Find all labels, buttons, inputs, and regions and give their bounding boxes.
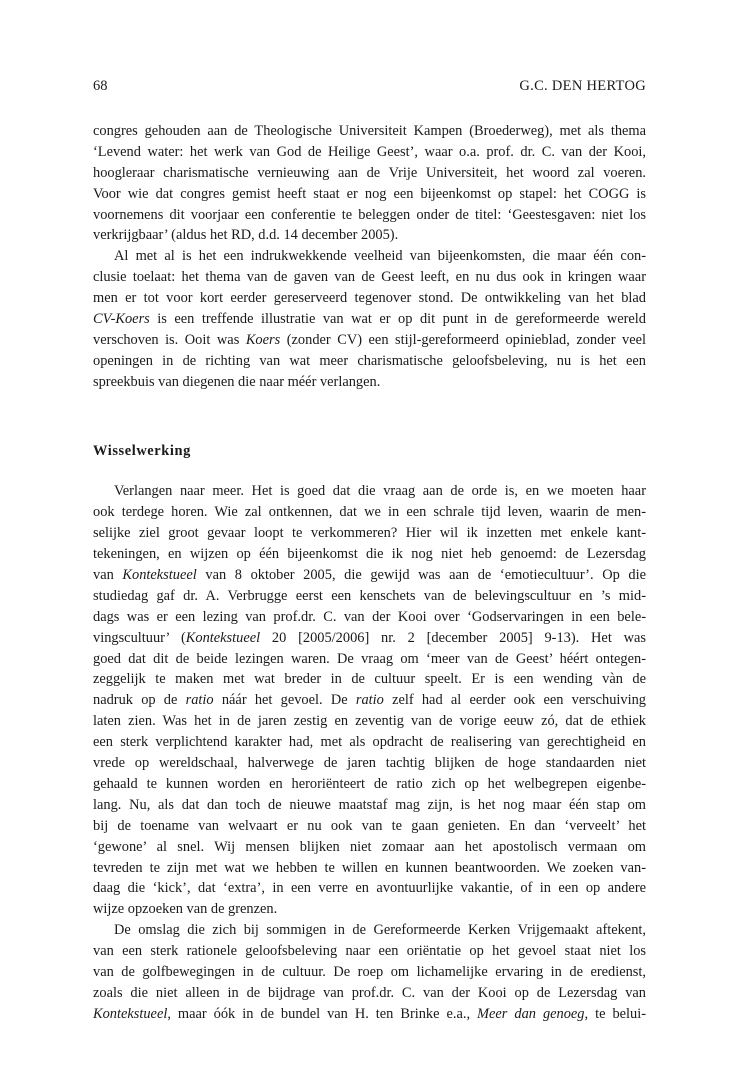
- text-line: een sterk verplichtend karakter had, met als opdracht de realisering van gerechtigheid en: [93, 734, 646, 751]
- text-line: Kontekstueel, maar óók in de bundel van H. ten Brinke e.a., Meer dan genoeg, te belui-: [93, 1005, 647, 1022]
- text-line: verkrijgbaar’ (aldus het RD, d.d. 14 december 2005).: [93, 227, 399, 244]
- text-line: bij de toename van welvaart er nu ook van te gaan genieten. En dan ‘verveelt’ het: [93, 817, 646, 834]
- text-line: CV-Koers is een treffende illustratie van wat er op dit punt in de gereformeerde wereld: [93, 311, 646, 328]
- text-line: vingscultuur’ (Kontekstueel 20 [2005/2006] nr. 2 [december 2005] 9-13). Het was: [93, 629, 646, 646]
- paragraph-3: [93, 481, 646, 920]
- body-text: [93, 121, 646, 1025]
- text-line: wijze opzoeken van de grenzen.: [93, 901, 278, 918]
- text-line: Al met al is het een indrukwekkende veelheid van bijeenkomsten, die maar één con-: [114, 248, 646, 265]
- text-line: van Kontekstueel van 8 oktober 2005, die gewijd was aan de ‘emotiecultuur’. Op die: [93, 567, 646, 584]
- text-line: ‘Levend water: het werk van God de Heilige Geest’, waar o.a. prof. dr. C. van der Kooi,: [93, 143, 646, 160]
- text-line: spreekbuis van diegenen die naar méér verlangen.: [93, 373, 381, 390]
- text-line: voornemens dit voorjaar een conferentie te beleggen onder de titel: ‘Geestesgaven: niet los: [93, 206, 646, 223]
- text-line: zoals die niet alleen in de bijdrage van prof.dr. C. van der Kooi op de Lezersdag van: [93, 984, 646, 1001]
- text-line: clusie toelaat: het thema van de gaven van de Geest leeft, en nu dus ook in kringen waar: [93, 269, 646, 286]
- paragraph-4: [93, 920, 646, 1024]
- running-header: [93, 78, 646, 98]
- text-line: selijke ziel groot gevaar loopt te verkommeren? Hier wil ik inzetten met enkele kant-: [93, 525, 646, 542]
- text-line: hoogleraar charismatische vernieuwing aan de Vrije Universiteit, het woord zal voeren.: [93, 164, 646, 181]
- text-line: openingen in de richting van wat meer charismatische geloofsbeleving, nu is het een: [93, 352, 646, 369]
- text-line: tevreden te zijn met wat we hebben te willen en kunnen beantwoorden. We zoeken van-: [93, 859, 646, 876]
- section-heading: Wisselwerking: [93, 442, 191, 459]
- text-line: studiedag gaf dr. A. Verbrugge eerst een kenschets van de belevingscultuur en ’s mid-: [93, 587, 646, 604]
- paragraph-1: [93, 121, 646, 246]
- text-line: ‘gewone’ al snel. Wij mensen blijken niet zomaar aan het apostolisch vermaan om: [93, 838, 646, 855]
- running-header-author: G.C. DEN HERTOG: [519, 78, 646, 94]
- text-line: van een sterk rationele geloofsbeleving naar een oriëntatie op het gevoel staat niet los: [93, 943, 646, 960]
- text-line: dags was er een lezing van prof.dr. C. van der Kooi over ‘Godservaringen in een bele-: [93, 608, 646, 625]
- text-line: gehaald te kunnen worden en heroriënteert de ratio zich op het welbegrepen eigenbe-: [93, 775, 646, 792]
- text-line: zeggelijk te maken met wat breder in de cultuur speelt. Er is een wending vàn de: [93, 671, 646, 688]
- text-line: van de golfbewegingen in de cultuur. De roep om lichamelijke ervaring in de eredienst,: [93, 963, 646, 980]
- page-number: 68: [93, 78, 108, 94]
- text-line: De omslag die zich bij sommigen in de Gereformeerde Kerken Vrijgemaakt aftekent,: [114, 922, 646, 939]
- text-line: ook terdege horen. Wie zal ontkennen, dat we in een schrale tijd leven, waarin de men-: [93, 504, 646, 521]
- text-line: nadruk op de ratio náár het gevoel. De ratio zelf had al eerder ook een verschuiving: [93, 692, 646, 709]
- text-line: tekeningen, en wijzen op één bijeenkomst die ik nog niet heb genoemd: de Lezersdag: [93, 546, 646, 563]
- text-line: vrede op wereldschaal, halverwege de jaren tachtig blijken de hoge standaarden niet: [93, 755, 646, 772]
- text-line: Voor wie dat congres gemist heeft staat er nog een bijeenkomst op stapel: het COGG is: [93, 185, 646, 202]
- text-line: men er tot voor kort eerder gereserveerd tegenover stond. De ontwikkeling van het blad: [93, 290, 646, 307]
- text-line: laten zien. Was het in de jaren zestig en zeventig van de vorige eeuw zó, dat de ethiek: [93, 713, 646, 730]
- paragraph-2: [93, 246, 646, 392]
- text-line: lang. Nu, als dat dan toch de nieuwe maatstaf mag zijn, is het nog maar één stap om: [93, 796, 646, 813]
- text-line: goed dat dit de beide lezingen waren. De vraag om ‘meer van de Geest’ héért ontegen-: [93, 650, 646, 667]
- text-line: daag die ‘kick’, dat ‘extra’, in een verre en avontuurlijke vakantie, of in een op andere: [93, 880, 646, 897]
- text-line: congres gehouden aan de Theologische Universiteit Kampen (Broederweg), met als thema: [93, 123, 646, 139]
- text-line: Verlangen naar meer. Het is goed dat die vraag aan de orde is, en we moeten haar: [114, 483, 646, 500]
- text-line: verschoven is. Ooit was Koers (zonder CV) een stijl-gereformeerd opinieblad, zonder veel: [93, 331, 646, 348]
